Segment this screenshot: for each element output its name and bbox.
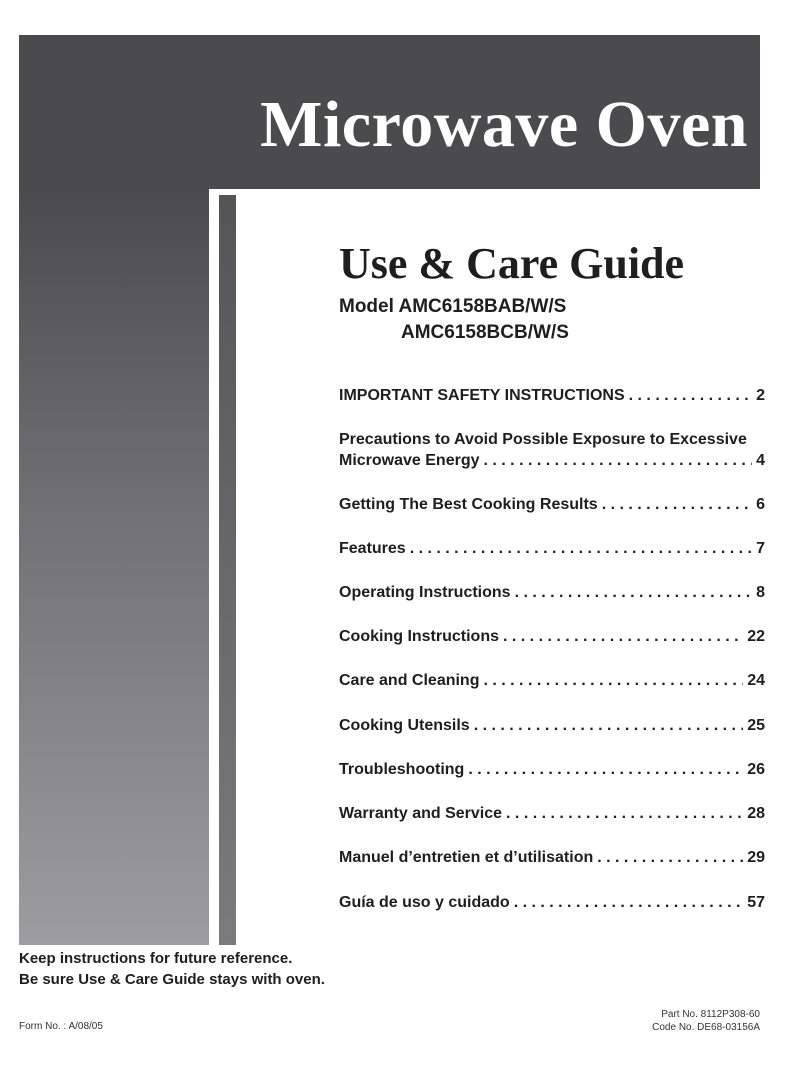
toc-label: Warranty and Service (339, 805, 503, 822)
toc-page: 4 (756, 452, 765, 469)
keep-line-1: Keep instructions for future reference. (19, 950, 293, 967)
toc-entry-manuel[interactable] (339, 850, 765, 866)
toc-page: 8 (756, 584, 765, 601)
toc-entry-features[interactable] (339, 541, 765, 557)
toc-page: 25 (747, 717, 765, 734)
part-code-block (652, 1008, 760, 1034)
toc-page: 2 (756, 387, 765, 404)
toc-label: Cooking Instructions (339, 628, 499, 645)
toc-page: 7 (756, 540, 765, 557)
model-number: AMC6158BAB/W/S (398, 296, 567, 317)
toc-page: 57 (747, 894, 765, 911)
form-number: Form No. : A/08/05 (19, 1021, 103, 1032)
toc-entry-warranty[interactable] (339, 806, 765, 822)
model-number: AMC6158BCB/W/S (401, 322, 569, 343)
keep-instructions (19, 948, 325, 990)
toc-label: IMPORTANT SAFETY INSTRUCTIONS (339, 387, 625, 404)
main-title: Microwave Oven (260, 88, 748, 161)
toc-entry-precautions[interactable] (339, 432, 765, 469)
model-prefix: Model (339, 296, 394, 317)
toc-entry-cooking-results[interactable] (339, 497, 765, 513)
toc-entry-cooking-instructions[interactable] (339, 629, 765, 645)
model-line-2 (401, 323, 569, 342)
toc-entry-care-cleaning[interactable] (339, 673, 765, 689)
toc-label: Microwave Energy (339, 452, 480, 469)
toc-entry-troubleshooting[interactable] (339, 762, 765, 778)
toc-label: Troubleshooting (339, 761, 465, 778)
toc-entry-utensils[interactable] (339, 718, 765, 734)
side-band (19, 189, 209, 945)
toc-label: Getting The Best Cooking Results (339, 496, 598, 513)
code-number: Code No. DE68-03156A (652, 1022, 760, 1033)
accent-strip (219, 195, 236, 945)
toc-page: 22 (747, 628, 765, 645)
toc-label: Care and Cleaning (339, 672, 480, 689)
toc-page: 24 (747, 672, 765, 689)
guide-title: Use & Care Guide (339, 239, 685, 288)
toc-entry-operating[interactable] (339, 585, 765, 601)
model-line-1 (339, 297, 566, 316)
toc-page: 6 (756, 496, 765, 513)
toc-entry-guia[interactable] (339, 895, 765, 911)
toc-label: Manuel d’entretien et d’utilisation (339, 849, 594, 866)
toc-label: Guía de uso y cuidado (339, 894, 510, 911)
part-number: Part No. 8112P308-60 (661, 1009, 760, 1020)
toc-label: Features (339, 540, 406, 557)
toc-page: 28 (747, 805, 765, 822)
toc-label: Cooking Utensils (339, 717, 470, 734)
toc-entry-safety[interactable] (339, 388, 765, 404)
toc-label: Operating Instructions (339, 584, 511, 601)
keep-line-2: Be sure Use & Care Guide stays with oven. (19, 971, 325, 988)
toc-label-line1: Precautions to Avoid Possible Exposure to Excessive (339, 431, 747, 448)
toc-page: 29 (747, 849, 765, 866)
toc-page: 26 (747, 761, 765, 778)
